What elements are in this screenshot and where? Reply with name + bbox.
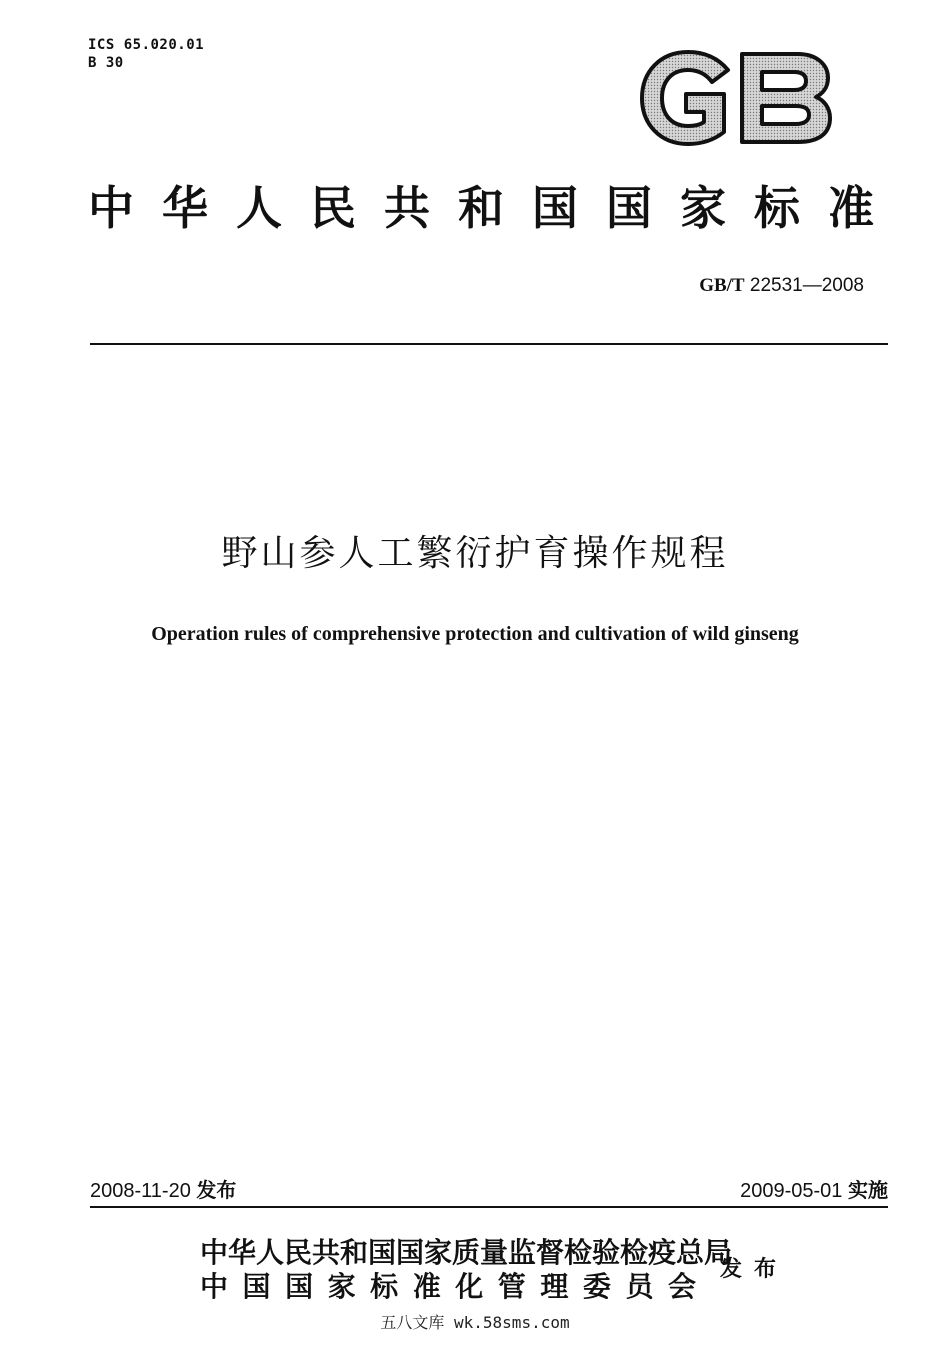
issue-date: 2008-11-20	[90, 1180, 191, 1202]
standard-prefix: GB/T	[699, 275, 745, 296]
standard-code: 22531—2008	[749, 275, 864, 296]
chinese-title: 野山参人工繁衍护育操作规程	[221, 533, 729, 574]
implement-date-block	[740, 1176, 888, 1205]
publisher-sac: 中国国家标准化管理委员会	[200, 1270, 696, 1303]
ccs-code: B 30	[88, 55, 124, 71]
national-standard-heading: 中华人民共和国国家标准	[88, 181, 888, 235]
implement-date: 2009-05-01	[740, 1180, 843, 1202]
classification-codes	[88, 36, 204, 72]
bottom-divider	[90, 1206, 888, 1208]
english-title: Operation rules of comprehensive protection and cultivation of wild ginseng	[151, 623, 799, 645]
publishers	[200, 1236, 733, 1304]
top-divider	[90, 343, 888, 345]
gb-logo-graphic	[638, 48, 834, 148]
issue-date-label: 发布	[196, 1178, 237, 1202]
ics-code: ICS 65.020.01	[88, 37, 205, 53]
gb-logo	[638, 48, 834, 148]
standard-number	[699, 274, 864, 298]
implement-date-label: 实施	[848, 1178, 888, 1202]
issue-date-block	[90, 1176, 236, 1205]
publisher-aqsiq: 中华人民共和国国家质量监督检验检疫总局	[200, 1236, 733, 1269]
publish-label: 发布	[720, 1256, 789, 1282]
watermark: 五八文库 wk.58sms.com	[380, 1313, 570, 1332]
